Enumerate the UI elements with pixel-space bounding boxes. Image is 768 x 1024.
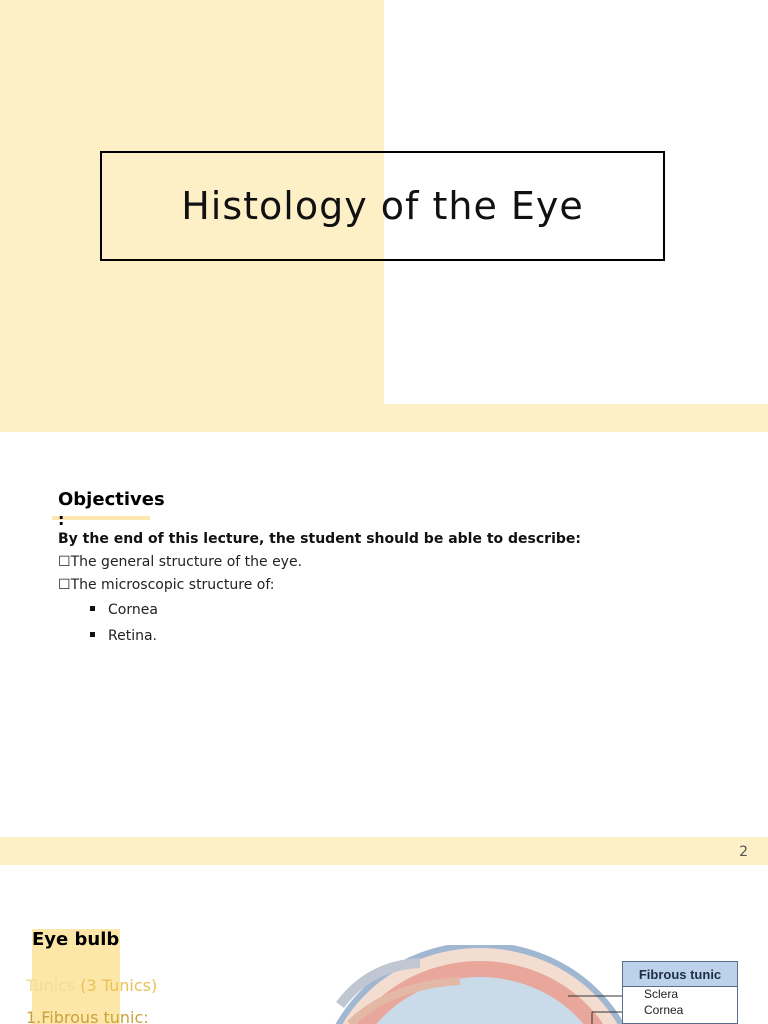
fibrous-tunic-item: 1.Fibrous tunic: xyxy=(26,1008,149,1024)
tunics-line xyxy=(26,976,157,995)
title-slide xyxy=(0,0,768,432)
legend-item: Cornea xyxy=(644,1003,684,1017)
legend-title: Fibrous tunic xyxy=(623,962,737,987)
eye-bulb-heading: Eye bulb xyxy=(32,929,120,950)
objective-item-text: The general structure of the eye. xyxy=(70,554,303,570)
objectives-heading-colon: : xyxy=(58,510,65,529)
objectives-intro: By the end of this lecture, the student should be able to describe: xyxy=(58,531,581,547)
footer-strip xyxy=(0,837,768,865)
objective-item xyxy=(58,577,274,593)
tunics-label: Tunics xyxy=(26,976,76,995)
heading-underline xyxy=(52,516,150,520)
sub-list-item xyxy=(90,602,158,618)
checkbox-icon: ☐ xyxy=(58,554,71,570)
fibrous-tunic-legend xyxy=(622,961,738,1024)
objectives-heading: Objectives xyxy=(58,489,165,510)
sub-list-item xyxy=(90,628,157,644)
square-bullet-icon xyxy=(90,632,95,637)
eye-bulb-slide xyxy=(0,865,768,1024)
title-box xyxy=(100,151,665,261)
eye-diagram xyxy=(330,945,630,1024)
legend-item: Sclera xyxy=(644,987,679,1001)
square-bullet-icon xyxy=(90,606,95,611)
title-slide-footer-strip xyxy=(384,404,768,432)
objectives-slide xyxy=(0,432,768,865)
page-number: 2 xyxy=(739,844,748,860)
checkbox-icon: ☐ xyxy=(58,577,71,593)
slide-title: Histology of the Eye xyxy=(181,184,584,228)
sub-list-item-text: Cornea xyxy=(108,602,158,618)
sub-list-item-text: Retina. xyxy=(108,628,157,644)
objective-item xyxy=(58,554,302,570)
tunics-count: (3 Tunics) xyxy=(80,976,158,995)
objective-item-text: The microscopic structure of: xyxy=(70,577,275,593)
